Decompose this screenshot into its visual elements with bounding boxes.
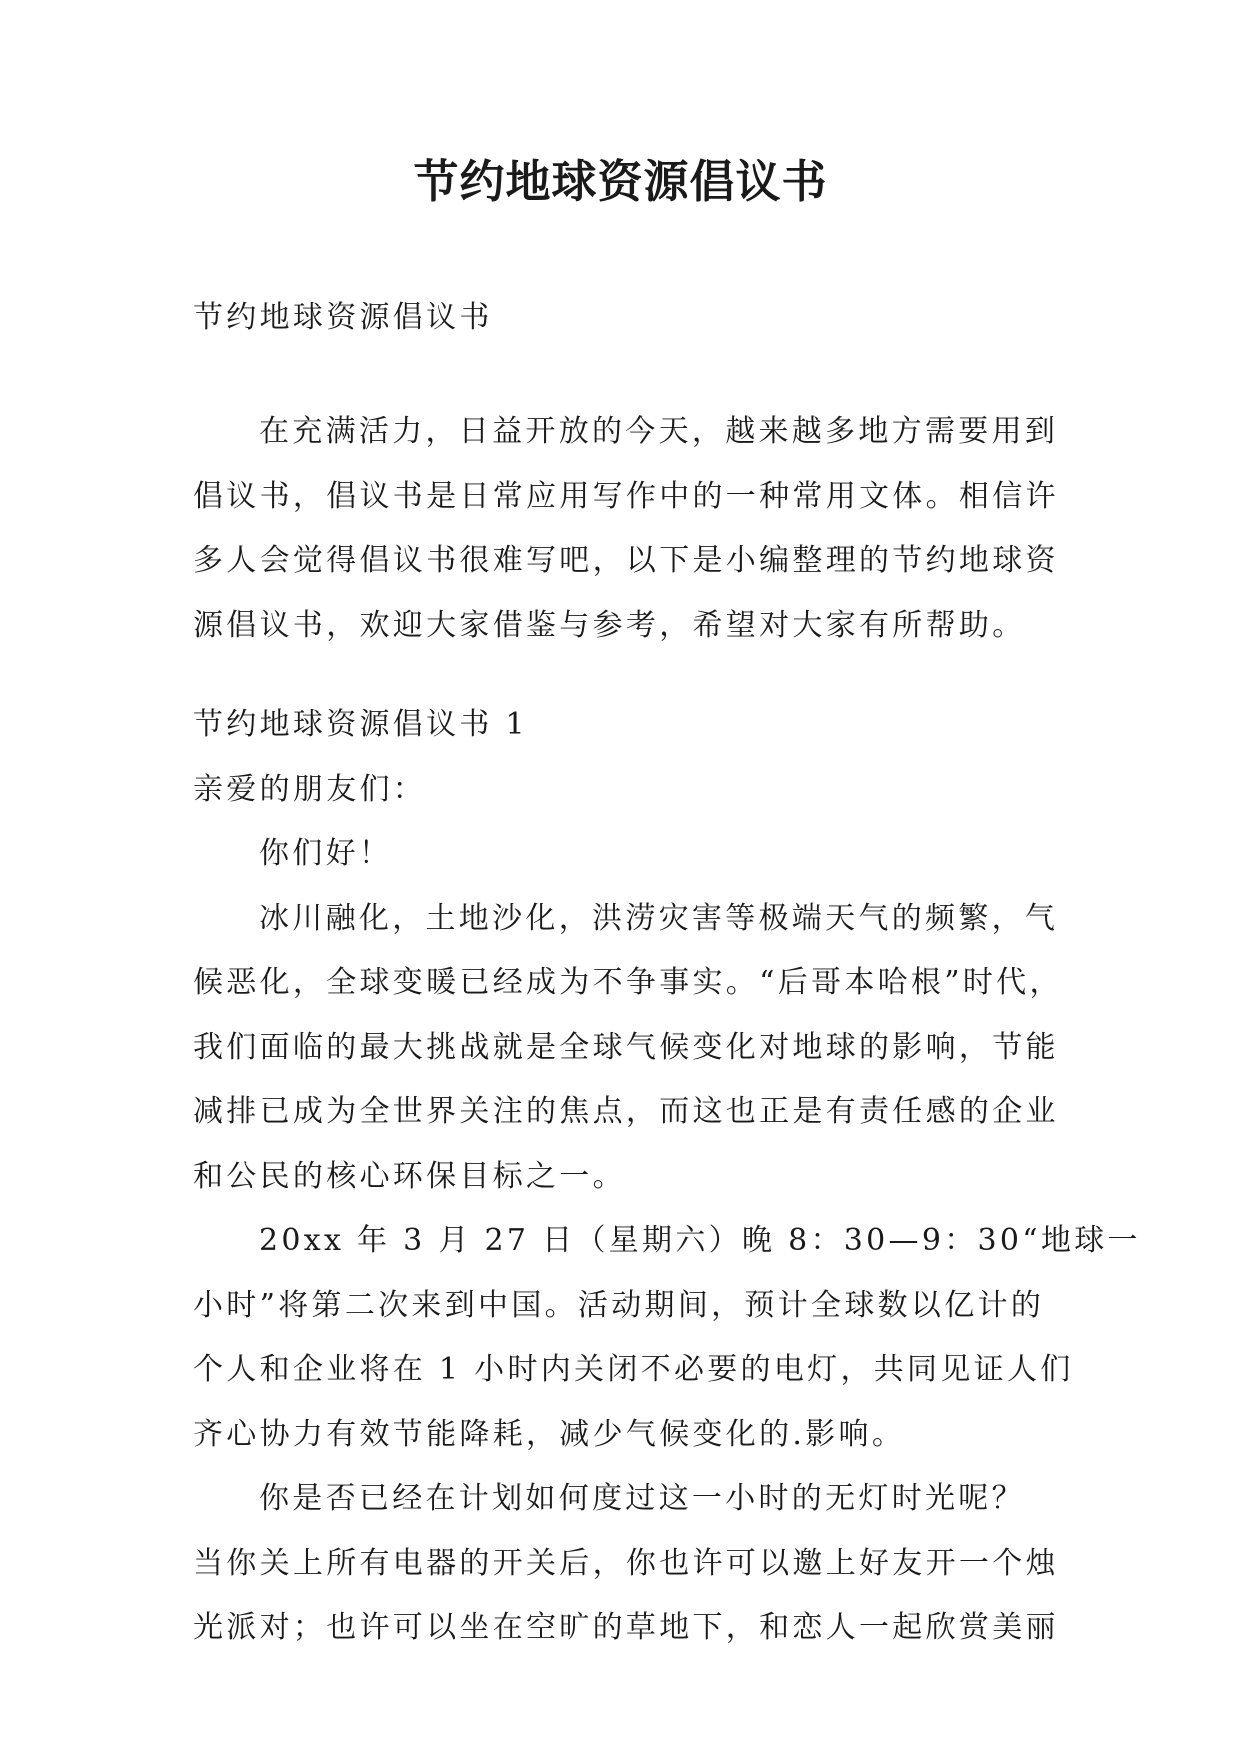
intro-line: 倡议书，倡议书是日常应用写作中的一种常用文体。相信许 xyxy=(193,478,1059,514)
salutation: 亲爱的朋友们： xyxy=(193,771,427,807)
paragraph-line: 你是否已经在计划如何度过这一小时的无灯时光呢？ xyxy=(259,1481,1025,1516)
intro-line: 多人会觉得倡议书很难写吧，以下是小编整理的节约地球资 xyxy=(193,543,1059,578)
section-heading: 节约地球资源倡议书 1 xyxy=(193,707,528,742)
document-title: 节约地球资源倡议书 xyxy=(413,155,828,208)
intro-line: 在充满活力，日益开放的今天，越来越多地方需要用到 xyxy=(259,414,1059,449)
document-subtitle xyxy=(193,286,1063,351)
paragraph-line: 候恶化，全球变暖已经成为不争事实。“后哥本哈根”时代， xyxy=(193,965,1063,1000)
paragraph-line: 小时”将第二次来到中国。活动期间，预计全球数以亿计的 xyxy=(193,1287,1045,1323)
intro-paragraph xyxy=(193,400,1063,658)
greeting: 你们好！ xyxy=(259,836,393,871)
letter-section xyxy=(193,693,1141,1661)
paragraph-line: 齐心协力有效节能降耗，减少气候变化的.影响。 xyxy=(193,1416,906,1452)
paragraph-line: 当你关上所有电器的开关后，你也许可以邀上好友开一个烛 xyxy=(193,1545,1059,1581)
subtitle-line: 节约地球资源倡议书 xyxy=(193,300,493,335)
paragraph-line: 20xx 年 3 月 27 日（星期六）晚 8：30—9：30“地球一 xyxy=(259,1223,1141,1258)
paragraph-line: 冰川融化，土地沙化，洪涝灾害等极端天气的频繁，气 xyxy=(259,900,1059,936)
paragraph-line: 光派对；也许可以坐在空旷的草地下，和恋人一起欣赏美丽 xyxy=(193,1610,1059,1645)
intro-line: 源倡议书，欢迎大家借鉴与参考，希望对大家有所帮助。 xyxy=(193,607,1026,643)
paragraph-line: 减排已成为全世界关注的焦点，而这也正是有责任感的企业 xyxy=(193,1094,1059,1129)
paragraph-line: 和公民的核心环保目标之一。 xyxy=(193,1158,626,1194)
paragraph-line: 个人和企业将在 1 小时内关闭不必要的电灯，共同见证人们 xyxy=(193,1352,1074,1387)
paragraph-line: 我们面临的最大挑战就是全球气候变化对地球的影响，节能 xyxy=(193,1029,1059,1065)
